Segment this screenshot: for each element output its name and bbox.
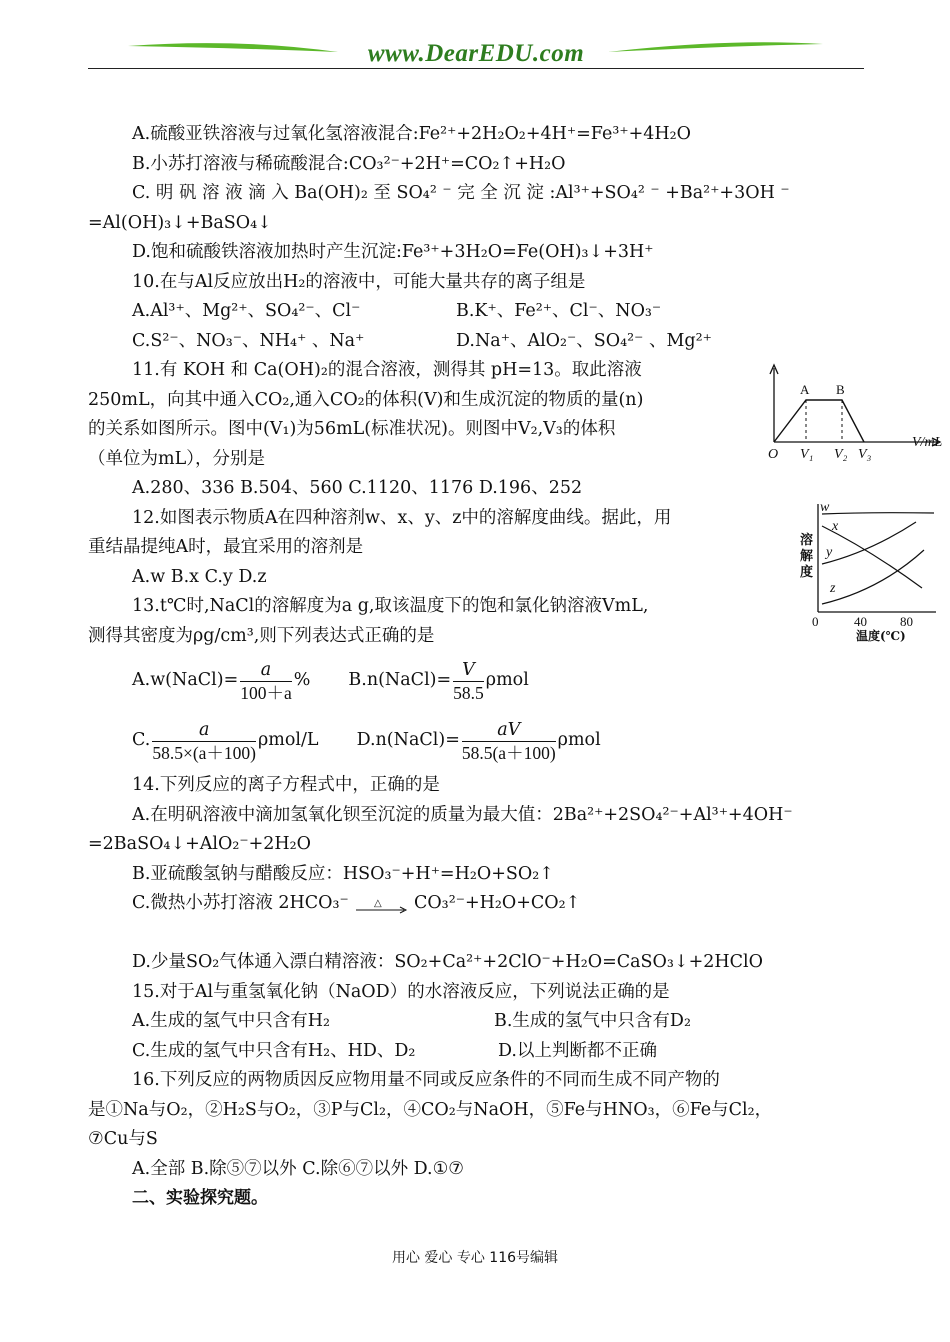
x-axis-label: V/mL <box>912 435 943 450</box>
solubility-graph <box>800 500 940 642</box>
q15-option-a: A.生成的氢气中只含有H₂ <box>132 1011 330 1031</box>
q13-options-cd <box>88 711 868 771</box>
page-footer: 用心 爱心 专心 116号编辑 <box>391 1250 559 1266</box>
q13-option-a-denominator: 100＋a <box>240 682 292 703</box>
q16-stem-1: 16.下列反应的两物质因反应物用量不同或反应条件的不同而生成不同产物的 <box>132 1070 720 1090</box>
q10-stem: 10.在与Al反应放出H₂的溶液中，可能大量共存的离子组是 <box>132 271 586 292</box>
q13-option-c-prefix: C. <box>132 730 151 751</box>
curve-z <box>822 550 924 604</box>
v3-label: V₃ <box>858 447 872 462</box>
v1-label: V₁ <box>800 447 814 462</box>
q14-option-b: B.亚硫酸氢钠与醋酸反应：HSO₃⁻+H⁺=H₂O+SO₂↑ <box>132 863 554 884</box>
q16-options: A.全部 B.除⑤⑦以外 C.除⑥⑦以外 D.①⑦ <box>132 1158 464 1179</box>
q15-option-d: D.以上判断都不正确 <box>498 1040 657 1061</box>
q13-option-d-prefix: D.n(NaCl)= <box>356 730 460 751</box>
y-axis-label-3: 度 <box>800 565 814 580</box>
precipitate-curve <box>774 400 864 442</box>
q13-option-a-numerator: a <box>240 659 292 682</box>
q11-stem-1: 11.有 KOH 和 Ca(OH)₂的混合溶液，测得其 pH=13。取此溶液 <box>132 360 642 380</box>
q16-stem-3: ⑦Cu与S <box>88 1129 158 1149</box>
x-tick-0: 0 <box>812 614 819 629</box>
x-tick-40: 40 <box>854 614 867 629</box>
origin-label: O <box>768 447 779 462</box>
q11-stem-2: 250mL，向其中通入CO₂,通入CO₂的体积(V)和生成沉淀的物质的量(n) <box>88 389 644 410</box>
q10-options-ab <box>88 297 868 327</box>
q12-stem-1: 12.如图表示物质A在四种溶剂w、x、y、z中的溶解度曲线。据此，用 <box>132 507 672 528</box>
y-axis-label-1: 溶 <box>800 533 814 548</box>
q14-option-c-right: CO₃²⁻+H₂O+CO₂↑ <box>413 893 581 913</box>
q13-option-b-suffix: ρmol <box>485 670 529 691</box>
point-b-label: B <box>836 382 845 397</box>
q15-option-c: C.生成的氢气中只含有H₂、HD、D₂ <box>132 1040 416 1061</box>
q13-option-b-denominator: 58.5 <box>453 682 484 703</box>
curve-z-label: z <box>830 581 836 596</box>
q14-stem: 14.下列反应的离子方程式中，正确的是 <box>132 775 440 795</box>
q10-option-c: C.S²⁻、NO₃⁻、NH₄⁺ 、Na⁺ <box>132 330 365 351</box>
q12-stem-2: 重结晶提纯A时，最宜采用的溶剂是 <box>88 537 364 557</box>
co2-precipitate-graph <box>766 360 950 462</box>
q13-option-a-prefix: A.w(NaCl)= <box>132 670 239 691</box>
q13-option-c-fraction <box>152 719 256 764</box>
q16-stem-2: 是①Na与O₂，②H₂S与O₂，③P与Cl₂，④CO₂与NaOH，⑤Fe与HNO₃，⑥Fe与Cl₂， <box>88 1099 773 1120</box>
curve-w-label: w <box>820 500 830 515</box>
q14-option-c-left: C.微热小苏打溶液 2HCO₃⁻ <box>132 893 349 913</box>
curve-x-label: x <box>832 519 839 534</box>
q13-option-c-suffix: ρmol/L <box>258 730 319 751</box>
site-logo-text[interactable]: www.DearEDU.com <box>367 40 585 67</box>
q9-option-b: B.小苏打溶液与稀硫酸混合:CO₃²⁻+2H⁺=CO₂↑+H₂O <box>132 153 566 174</box>
q13-stem-1: 13.t℃时,NaCl的溶解度为a g,取该温度下的饱和氯化钠溶液VmL, <box>132 596 649 616</box>
v2-label: V₂ <box>834 447 848 462</box>
curve-y-label: y <box>826 545 833 560</box>
q13-option-b-prefix: B.n(NaCl)= <box>348 670 452 691</box>
section-heading: 二、实验探究题。 <box>132 1188 268 1208</box>
q9-option-c: C. 明 矾 溶 液 滴 入 Ba(OH)₂ 至 SO₄² ⁻ 完 全 沉 淀 :Al³⁺+SO₄² ⁻ +Ba²⁺+3OH ⁻ <box>132 183 790 203</box>
exam-content <box>88 120 868 1214</box>
q13-option-a-suffix: % <box>293 670 311 691</box>
q13-option-c-numerator: a <box>152 719 256 742</box>
q11-stem-3: 的关系如图所示。图中(V₁)为56mL(标准状况)。则图中V₂,V₃的体积 <box>88 419 616 439</box>
q13-option-c-denominator: 58.5×(a＋100) <box>152 742 257 763</box>
q9-option-a: A.硫酸亚铁溶液与过氧化氢溶液混合:Fe²⁺+2H₂O₂+4H⁺=Fe³⁺+4H₂O <box>132 124 691 144</box>
x-axis-label: 温度(℃) <box>856 629 906 642</box>
header-rule <box>88 68 864 69</box>
q11-stem-4: （单位为mL），分别是 <box>88 448 265 469</box>
q13-stem-2: 测得其密度为ρg/cm³,则下列表达式正确的是 <box>88 625 435 646</box>
heat-symbol: △ <box>374 897 383 909</box>
curve-w <box>822 513 934 514</box>
q15-option-b: B.生成的氢气中只含有D₂ <box>494 1011 691 1031</box>
q10-options-cd <box>88 327 868 357</box>
q14-option-c <box>88 889 868 948</box>
q12-options: A.w B.x C.y D.z <box>132 566 267 587</box>
curve-y <box>822 526 922 588</box>
q13-option-d-suffix: ρmol <box>557 730 601 751</box>
point-a-label: A <box>800 382 810 397</box>
q11-options: A.280、336 B.504、560 C.1120、1176 D.196、252 <box>132 478 583 498</box>
heat-arrow-icon <box>354 895 408 913</box>
q13-option-d-denominator: 58.5(a＋100) <box>461 742 556 763</box>
q13-option-d-fraction <box>462 719 556 764</box>
q13-options-ab <box>88 651 868 711</box>
x-tick-80: 80 <box>900 614 913 629</box>
y-axis-label-2: 解 <box>800 549 814 564</box>
q9-option-c-cont: =Al(OH)₃↓+BaSO₄↓ <box>88 212 272 233</box>
q10-option-b: B.K⁺、Fe²⁺、Cl⁻、NO₃⁻ <box>456 301 662 321</box>
q13-option-b-fraction <box>453 659 484 704</box>
q14-option-a: A.在明矾溶液中滴加氢氧化钡至沉淀的质量为最大值：2Ba²⁺+2SO₄²⁻+Al³⁺+4OH⁻ <box>132 804 793 825</box>
q13-option-b-numerator: V <box>453 659 484 682</box>
q15-options-ab <box>88 1007 868 1037</box>
q14-option-d: D.少量SO₂气体通入漂白精溶液：SO₂+Ca²⁺+2ClO⁻+H₂O=CaSO₃↓+2HClO <box>132 952 763 972</box>
q15-options-cd <box>88 1037 868 1067</box>
q9-option-d: D.饱和硫酸铁溶液加热时产生沉淀:Fe³⁺+3H₂O=Fe(OH)₃↓+3H⁺ <box>132 242 654 262</box>
q13-option-d-numerator: aV <box>462 719 556 742</box>
q15-stem: 15.对于Al与重氢氧化钠（NaOD）的水溶液反应，下列说法正确的是 <box>132 981 670 1002</box>
q10-option-d: D.Na⁺、AlO₂⁻、SO₄²⁻ 、Mg²⁺ <box>456 330 712 351</box>
q14-option-a-cont: =2BaSO₄↓+AlO₂⁻+2H₂O <box>88 834 312 854</box>
q10-option-a: A.Al³⁺、Mg²⁺、SO₄²⁻、Cl⁻ <box>132 301 361 321</box>
q13-option-a-fraction <box>240 659 292 704</box>
